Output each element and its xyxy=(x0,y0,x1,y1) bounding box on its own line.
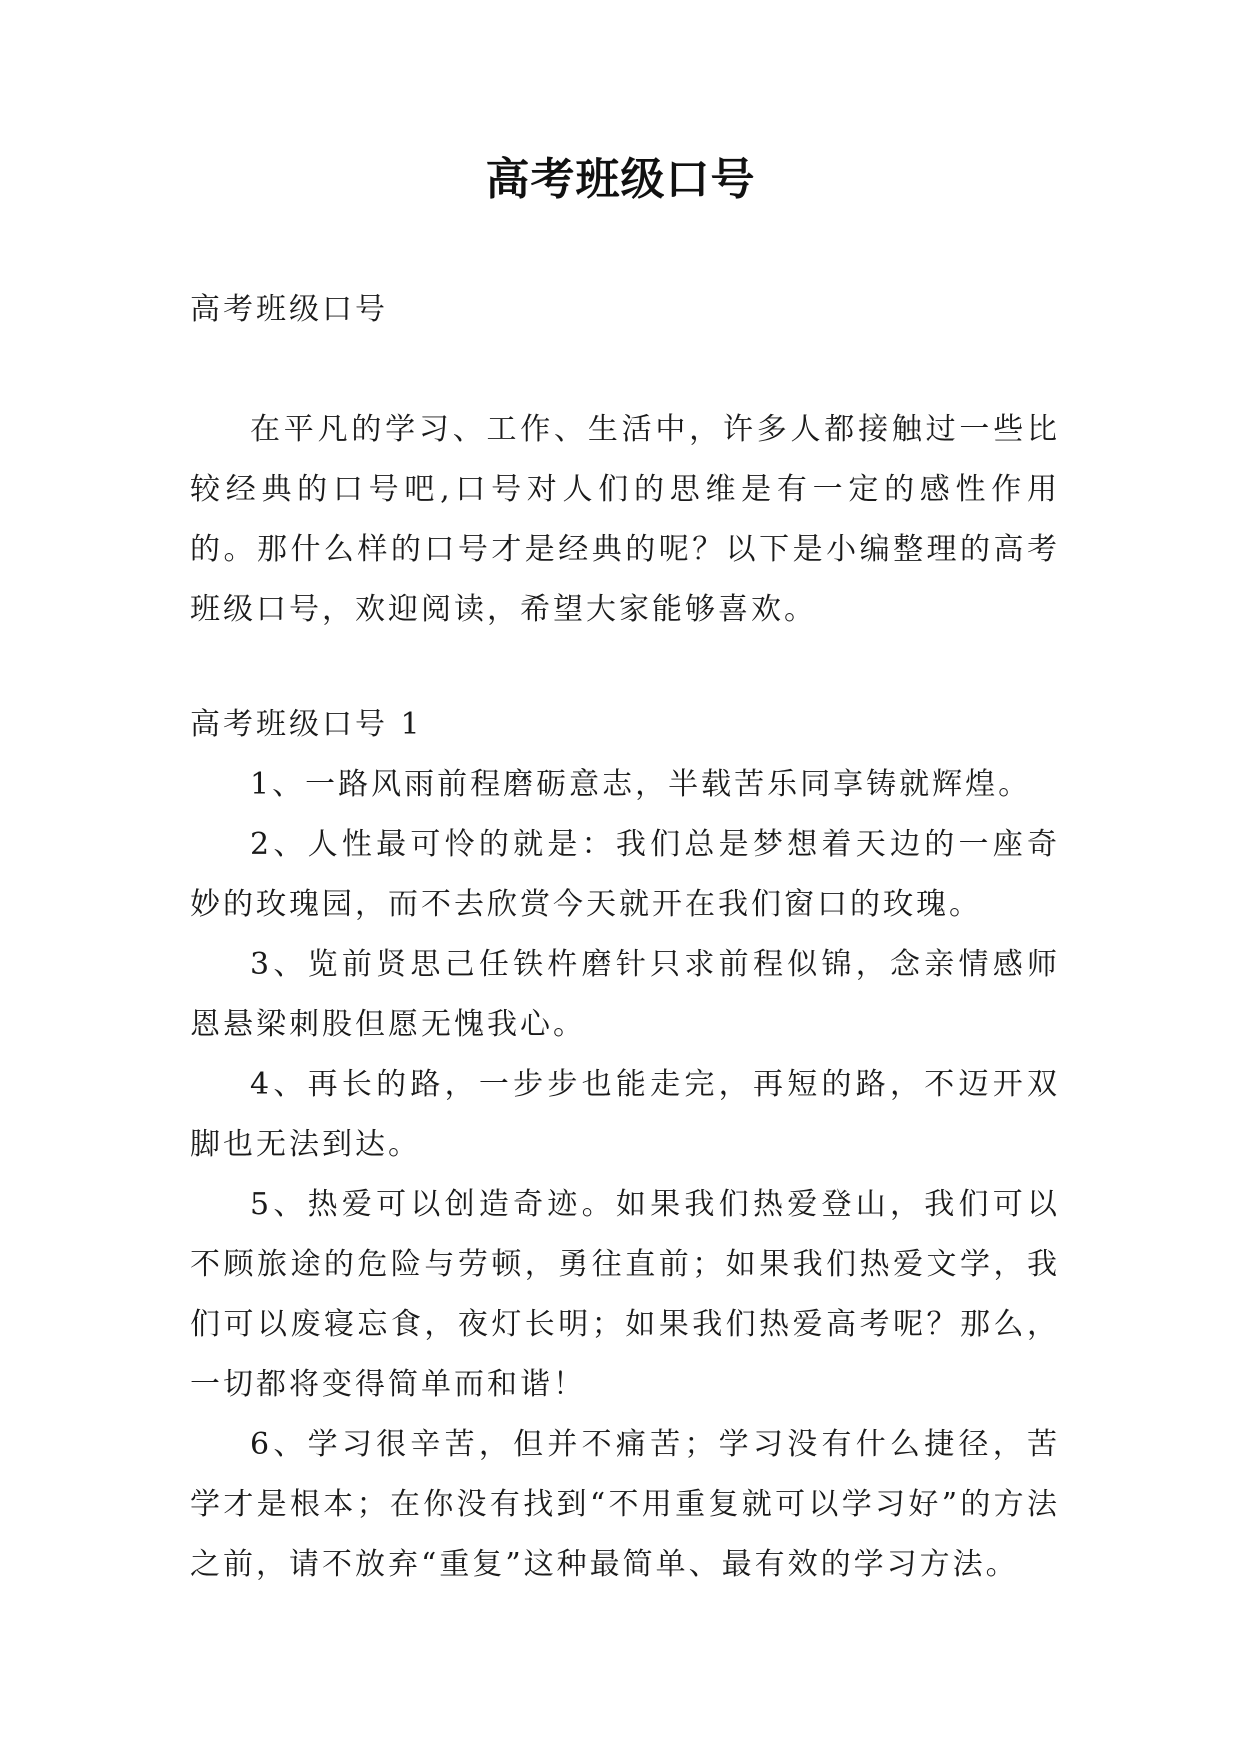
list-item: 2、人性最可怜的就是：我们总是梦想着天边的一座奇妙的玫瑰园，而不去欣赏今天就开在我们窗口的玫瑰。 xyxy=(190,827,1060,922)
intro-paragraph: 在平凡的学习、工作、生活中，许多人都接触过一些比较经典的口号吧,口号对人们的思维是有一定的感性作用的。那什么样的口号才是经典的呢？以下是小编整理的高考班级口号，欢迎阅读，希望大家能够喜欢。 xyxy=(190,412,1060,627)
list-item: 5、热爱可以创造奇迹。如果我们热爱登山，我们可以不顾旅途的危险与劳顿，勇往直前；如果我们热爱文学，我们可以废寝忘食，夜灯长明；如果我们热爱高考呢？那么，一切都将变得简单而和谐！ xyxy=(190,1187,1060,1402)
list-item: 3、览前贤思己任铁杵磨针只求前程似锦，念亲情感师恩悬梁刺股但愿无愧我心。 xyxy=(190,947,1060,1042)
document-subtitle xyxy=(190,280,1060,340)
slogan-section xyxy=(190,695,1060,1595)
section-heading: 高考班级口号 1 xyxy=(190,707,423,742)
subtitle-text: 高考班级口号 xyxy=(190,292,388,327)
list-item: 1、一路风雨前程磨砺意志，半载苦乐同享铸就辉煌。 xyxy=(250,767,1032,802)
document-title: 高考班级口号 xyxy=(485,154,756,205)
list-item: 4、再长的路，一步步也能走完，再短的路，不迈开双脚也无法到达。 xyxy=(190,1067,1060,1162)
intro-section xyxy=(190,400,1060,640)
list-item: 6、学习很辛苦，但并不痛苦；学习没有什么捷径，苦学才是根本；在你没有找到“不用重复就可以学习好”的方法之前，请不放弃“重复”这种最简单、最有效的学习方法。 xyxy=(190,1427,1060,1582)
slogan-list xyxy=(190,755,1060,1595)
